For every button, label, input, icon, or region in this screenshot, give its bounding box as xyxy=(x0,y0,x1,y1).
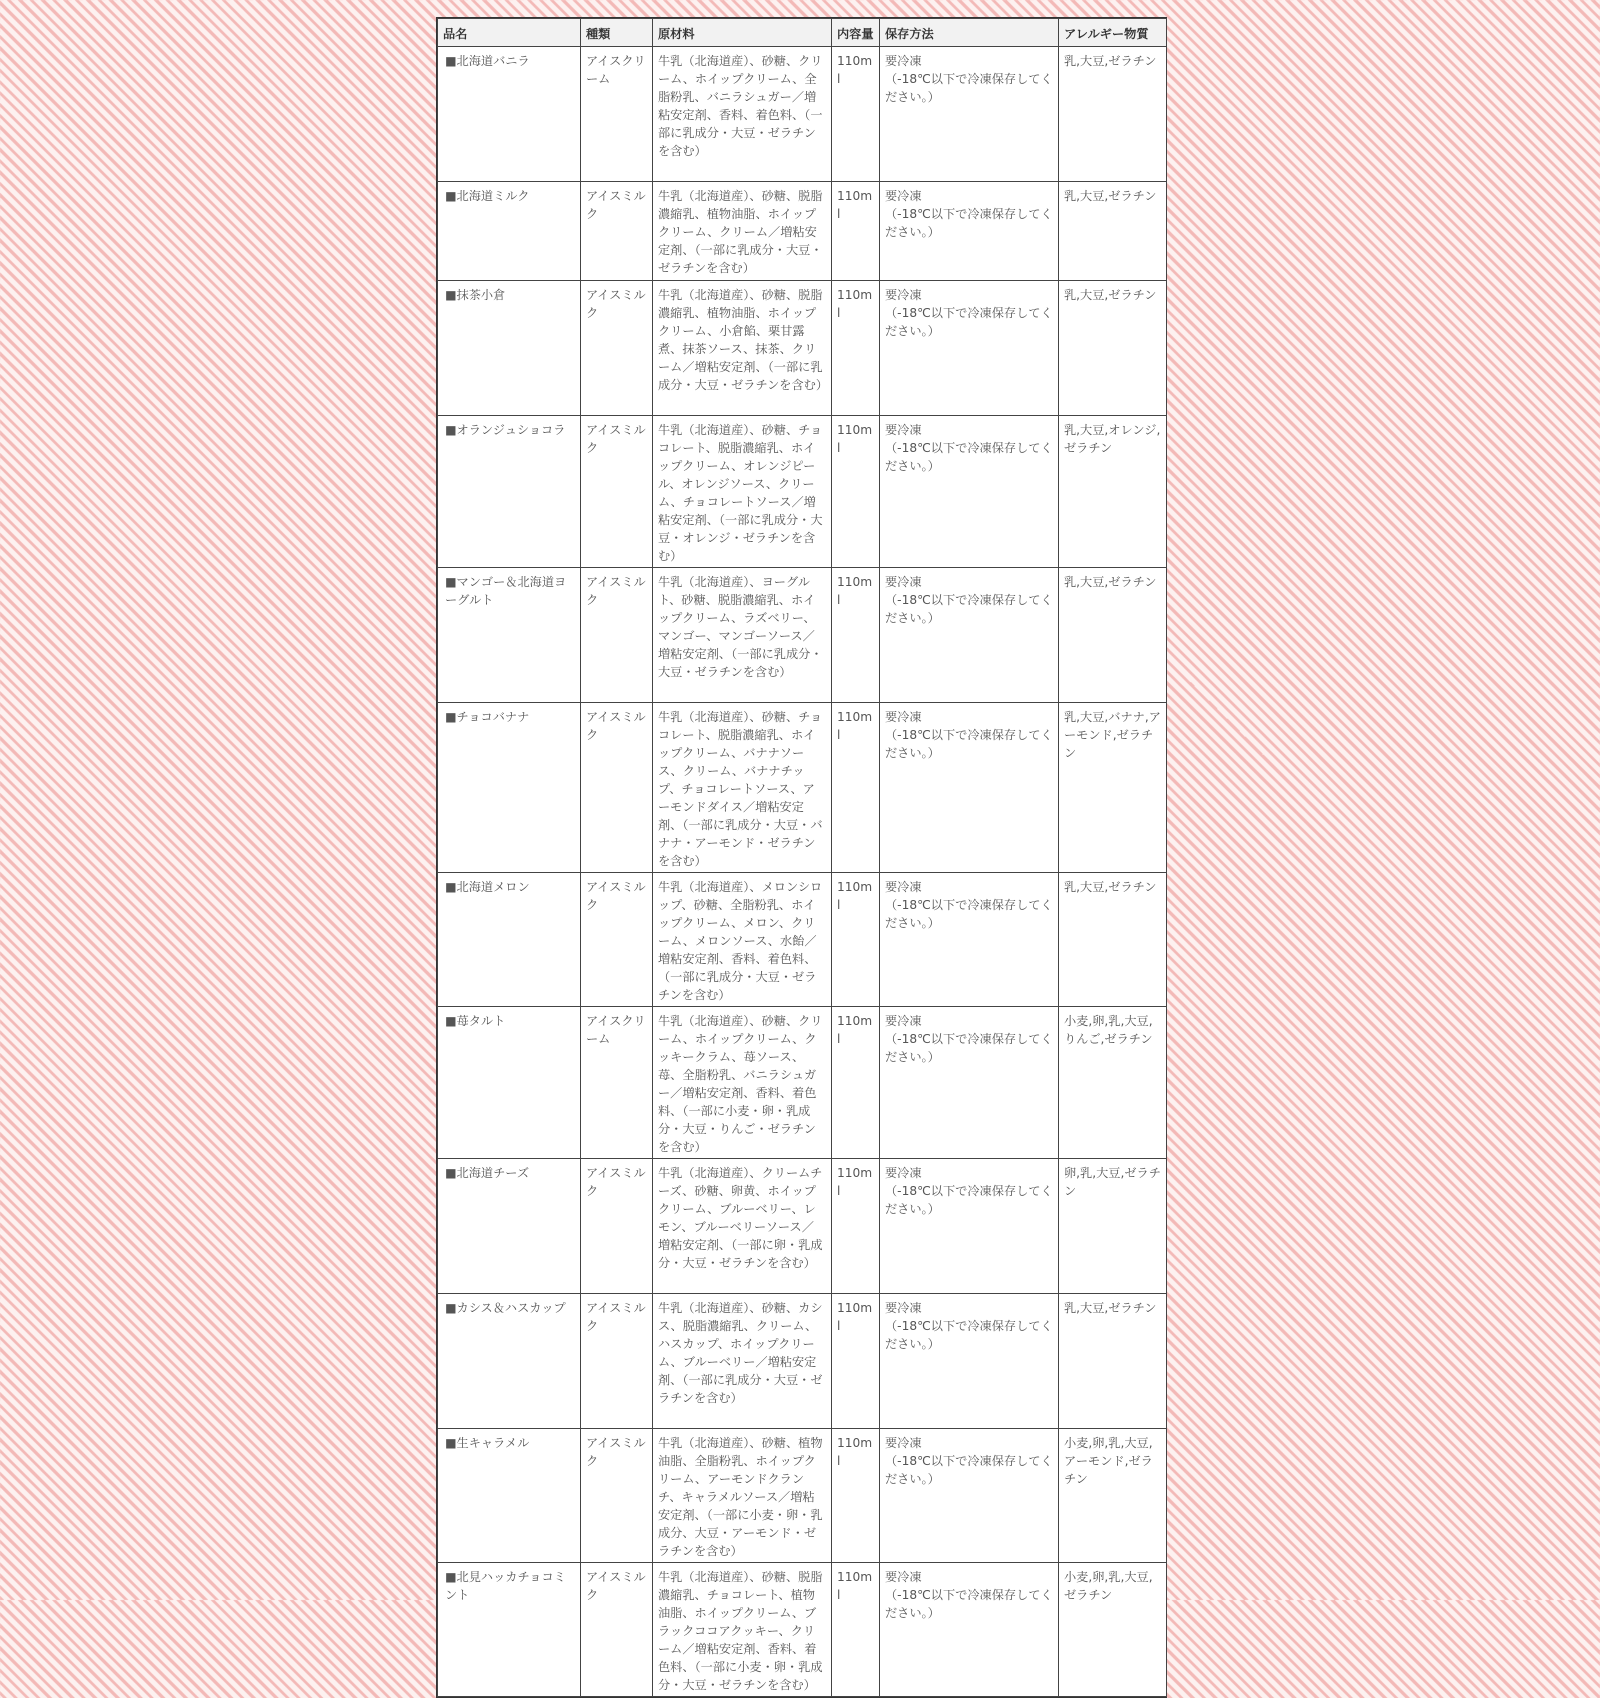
product-type: アイスミルク xyxy=(581,1294,653,1429)
product-allergens: 乳,大豆,ゼラチン xyxy=(1059,873,1167,1007)
table-row xyxy=(438,182,1167,281)
product-ingredients: 牛乳（北海道産）、砂糖、チョコレート、脱脂濃縮乳、ホイップクリーム、オレンジピール、オレンジソース、クリーム、チョコレートソース／増粘安定剤、（一部に乳成分・大豆・オレンジ・ゼラチンを含む） xyxy=(653,416,832,568)
product-allergens: 小麦,卵,乳,大豆,アーモンド,ゼラチン xyxy=(1059,1429,1167,1563)
header-volume: 内容量 xyxy=(832,19,880,47)
storage-note: （-18℃以下で冷凍保存してください。） xyxy=(885,1319,1053,1351)
product-ingredients: 牛乳（北海道産）、砂糖、クリーム、ホイップクリーム、クッキークラム、苺ソース、苺、全脂粉乳、バニラシュガー／増粘安定剤、香料、着色料、（一部に小麦・卵・乳成分・大豆・りんご・ゼラチンを含む） xyxy=(653,1007,832,1159)
table-header-row xyxy=(438,19,1167,47)
product-volume: 110ml xyxy=(832,182,880,281)
table-row xyxy=(438,47,1167,182)
table-row xyxy=(438,703,1167,873)
storage-title: 要冷凍 xyxy=(885,288,922,302)
product-allergens: 乳,大豆,ゼラチン xyxy=(1059,47,1167,182)
product-type: アイスクリーム xyxy=(581,47,653,182)
storage-cell xyxy=(880,1294,1059,1429)
storage-title: 要冷凍 xyxy=(885,54,922,68)
product-name: ■北海道メロン xyxy=(438,873,581,1007)
product-allergens: 小麦,卵,乳,大豆,ゼラチン xyxy=(1059,1563,1167,1697)
product-type: アイスミルク xyxy=(581,1159,653,1294)
product-ingredients: 牛乳（北海道産）、砂糖、カシス、脱脂濃縮乳、クリーム、ハスカップ、ホイップクリーム、ブルーベリー／増粘安定剤、（一部に乳成分・大豆・ゼラチンを含む） xyxy=(653,1294,832,1429)
storage-cell xyxy=(880,703,1059,873)
product-volume: 110ml xyxy=(832,1007,880,1159)
storage-note: （-18℃以下で冷凍保存してください。） xyxy=(885,72,1053,104)
table-row xyxy=(438,568,1167,703)
storage-title: 要冷凍 xyxy=(885,710,922,724)
storage-title: 要冷凍 xyxy=(885,1014,922,1028)
storage-note: （-18℃以下で冷凍保存してください。） xyxy=(885,728,1053,760)
header-ingredients: 原材料 xyxy=(653,19,832,47)
product-volume: 110ml xyxy=(832,281,880,416)
storage-cell xyxy=(880,416,1059,568)
product-name: ■北見ハッカチョコミント xyxy=(438,1563,581,1697)
storage-note: （-18℃以下で冷凍保存してください。） xyxy=(885,898,1053,930)
storage-cell xyxy=(880,1563,1059,1697)
product-name: ■オランジュショコラ xyxy=(438,416,581,568)
table-row xyxy=(438,1294,1167,1429)
table-row xyxy=(438,281,1167,416)
product-ingredients: 牛乳（北海道産）、砂糖、クリーム、ホイップクリーム、全脂粉乳、バニラシュガー／増粘安定剤、香料、着色料、（一部に乳成分・大豆・ゼラチンを含む） xyxy=(653,47,832,182)
product-type: アイスミルク xyxy=(581,182,653,281)
product-allergens: 乳,大豆,バナナ,アーモンド,ゼラチン xyxy=(1059,703,1167,873)
product-volume: 110ml xyxy=(832,1159,880,1294)
product-allergens: 小麦,卵,乳,大豆,りんご,ゼラチン xyxy=(1059,1007,1167,1159)
storage-title: 要冷凍 xyxy=(885,1166,922,1180)
product-type: アイスミルク xyxy=(581,281,653,416)
product-ingredients: 牛乳（北海道産）、砂糖、チョコレート、脱脂濃縮乳、ホイップクリーム、バナナソース、クリーム、バナナチップ、チョコレートソース、アーモンドダイス／増粘安定剤、（一部に乳成分・大豆・バナナ・アーモンド・ゼラチンを含む） xyxy=(653,703,832,873)
product-ingredients: 牛乳（北海道産）、砂糖、植物油脂、全脂粉乳、ホイップクリーム、アーモンドクランチ、キャラメルソース／増粘安定剤、（一部に小麦・卵・乳成分、大豆・アーモンド・ゼラチンを含む） xyxy=(653,1429,832,1563)
product-volume: 110ml xyxy=(832,703,880,873)
storage-title: 要冷凍 xyxy=(885,423,922,437)
product-ingredients: 牛乳（北海道産）、砂糖、脱脂濃縮乳、植物油脂、ホイップクリーム、クリーム／増粘安定剤、（一部に乳成分・大豆・ゼラチンを含む） xyxy=(653,182,832,281)
storage-title: 要冷凍 xyxy=(885,880,922,894)
table-row xyxy=(438,1563,1167,1697)
product-volume: 110ml xyxy=(832,416,880,568)
product-type: アイスミルク xyxy=(581,1563,653,1697)
product-allergens: 乳,大豆,ゼラチン xyxy=(1059,1294,1167,1429)
product-volume: 110ml xyxy=(832,1294,880,1429)
header-product-name: 品名 xyxy=(438,19,581,47)
product-allergens: 乳,大豆,オレンジ,ゼラチン xyxy=(1059,416,1167,568)
product-type: アイスミルク xyxy=(581,703,653,873)
storage-cell xyxy=(880,182,1059,281)
storage-cell xyxy=(880,1159,1059,1294)
product-type: アイスミルク xyxy=(581,568,653,703)
product-ingredients: 牛乳（北海道産）、砂糖、脱脂濃縮乳、チョコレート、植物油脂、ホイップクリーム、ブラックココアクッキー、クリーム／増粘安定剤、香料、着色料、（一部に小麦・卵・乳成分・大豆・ゼラチンを含む） xyxy=(653,1563,832,1697)
table-row xyxy=(438,873,1167,1007)
product-ingredients: 牛乳（北海道産）、メロンシロップ、砂糖、全脂粉乳、ホイップクリーム、メロン、クリーム、メロンソース、水飴／増粘安定剤、香料、着色料、（一部に乳成分・大豆・ゼラチンを含む） xyxy=(653,873,832,1007)
product-name: ■生キャラメル xyxy=(438,1429,581,1563)
storage-note: （-18℃以下で冷凍保存してください。） xyxy=(885,441,1053,473)
header-type: 種類 xyxy=(581,19,653,47)
product-ingredients: 牛乳（北海道産）、砂糖、脱脂濃縮乳、植物油脂、ホイップクリーム、小倉餡、栗甘露煮、抹茶ソース、抹茶、クリーム／増粘安定剤、（一部に乳成分・大豆・ゼラチンを含む） xyxy=(653,281,832,416)
product-allergens: 卵,乳,大豆,ゼラチン xyxy=(1059,1159,1167,1294)
product-volume: 110ml xyxy=(832,568,880,703)
storage-cell xyxy=(880,281,1059,416)
product-type: アイスクリーム xyxy=(581,1007,653,1159)
storage-note: （-18℃以下で冷凍保存してください。） xyxy=(885,207,1053,239)
header-storage: 保存方法 xyxy=(880,19,1059,47)
storage-cell xyxy=(880,1429,1059,1563)
storage-cell xyxy=(880,47,1059,182)
storage-note: （-18℃以下で冷凍保存してください。） xyxy=(885,1588,1053,1620)
storage-cell xyxy=(880,568,1059,703)
product-info-table xyxy=(437,18,1167,1697)
storage-title: 要冷凍 xyxy=(885,1570,922,1584)
product-volume: 110ml xyxy=(832,1563,880,1697)
product-type: アイスミルク xyxy=(581,1429,653,1563)
product-table-container xyxy=(436,17,1167,1698)
header-allergens: アレルギー物質 xyxy=(1059,19,1167,47)
product-name: ■マンゴー＆北海道ヨーグルト xyxy=(438,568,581,703)
storage-title: 要冷凍 xyxy=(885,189,922,203)
product-name: ■カシス＆ハスカップ xyxy=(438,1294,581,1429)
product-type: アイスミルク xyxy=(581,873,653,1007)
product-volume: 110ml xyxy=(832,873,880,1007)
product-allergens: 乳,大豆,ゼラチン xyxy=(1059,568,1167,703)
product-name: ■北海道ミルク xyxy=(438,182,581,281)
table-row xyxy=(438,1159,1167,1294)
storage-cell xyxy=(880,873,1059,1007)
storage-title: 要冷凍 xyxy=(885,1436,922,1450)
product-allergens: 乳,大豆,ゼラチン xyxy=(1059,182,1167,281)
table-row xyxy=(438,1429,1167,1563)
storage-note: （-18℃以下で冷凍保存してください。） xyxy=(885,1184,1053,1216)
product-name: ■苺タルト xyxy=(438,1007,581,1159)
product-type: アイスミルク xyxy=(581,416,653,568)
product-volume: 110ml xyxy=(832,1429,880,1563)
storage-cell xyxy=(880,1007,1059,1159)
storage-note: （-18℃以下で冷凍保存してください。） xyxy=(885,593,1053,625)
product-name: ■北海道バニラ xyxy=(438,47,581,182)
storage-title: 要冷凍 xyxy=(885,575,922,589)
table-row xyxy=(438,416,1167,568)
storage-note: （-18℃以下で冷凍保存してください。） xyxy=(885,306,1053,338)
product-allergens: 乳,大豆,ゼラチン xyxy=(1059,281,1167,416)
product-volume: 110ml xyxy=(832,47,880,182)
product-name: ■抹茶小倉 xyxy=(438,281,581,416)
storage-title: 要冷凍 xyxy=(885,1301,922,1315)
product-name: ■チョコバナナ xyxy=(438,703,581,873)
storage-note: （-18℃以下で冷凍保存してください。） xyxy=(885,1032,1053,1064)
storage-note: （-18℃以下で冷凍保存してください。） xyxy=(885,1454,1053,1486)
table-row xyxy=(438,1007,1167,1159)
product-ingredients: 牛乳（北海道産）、クリームチーズ、砂糖、卵黄、ホイップクリーム、ブルーベリー、レモン、ブルーベリーソース／増粘安定剤、（一部に卵・乳成分・大豆・ゼラチンを含む） xyxy=(653,1159,832,1294)
product-name: ■北海道チーズ xyxy=(438,1159,581,1294)
product-ingredients: 牛乳（北海道産）、ヨーグルト、砂糖、脱脂濃縮乳、ホイップクリーム、ラズベリー、マンゴー、マンゴーソース／増粘安定剤、（一部に乳成分・大豆・ゼラチンを含む） xyxy=(653,568,832,703)
